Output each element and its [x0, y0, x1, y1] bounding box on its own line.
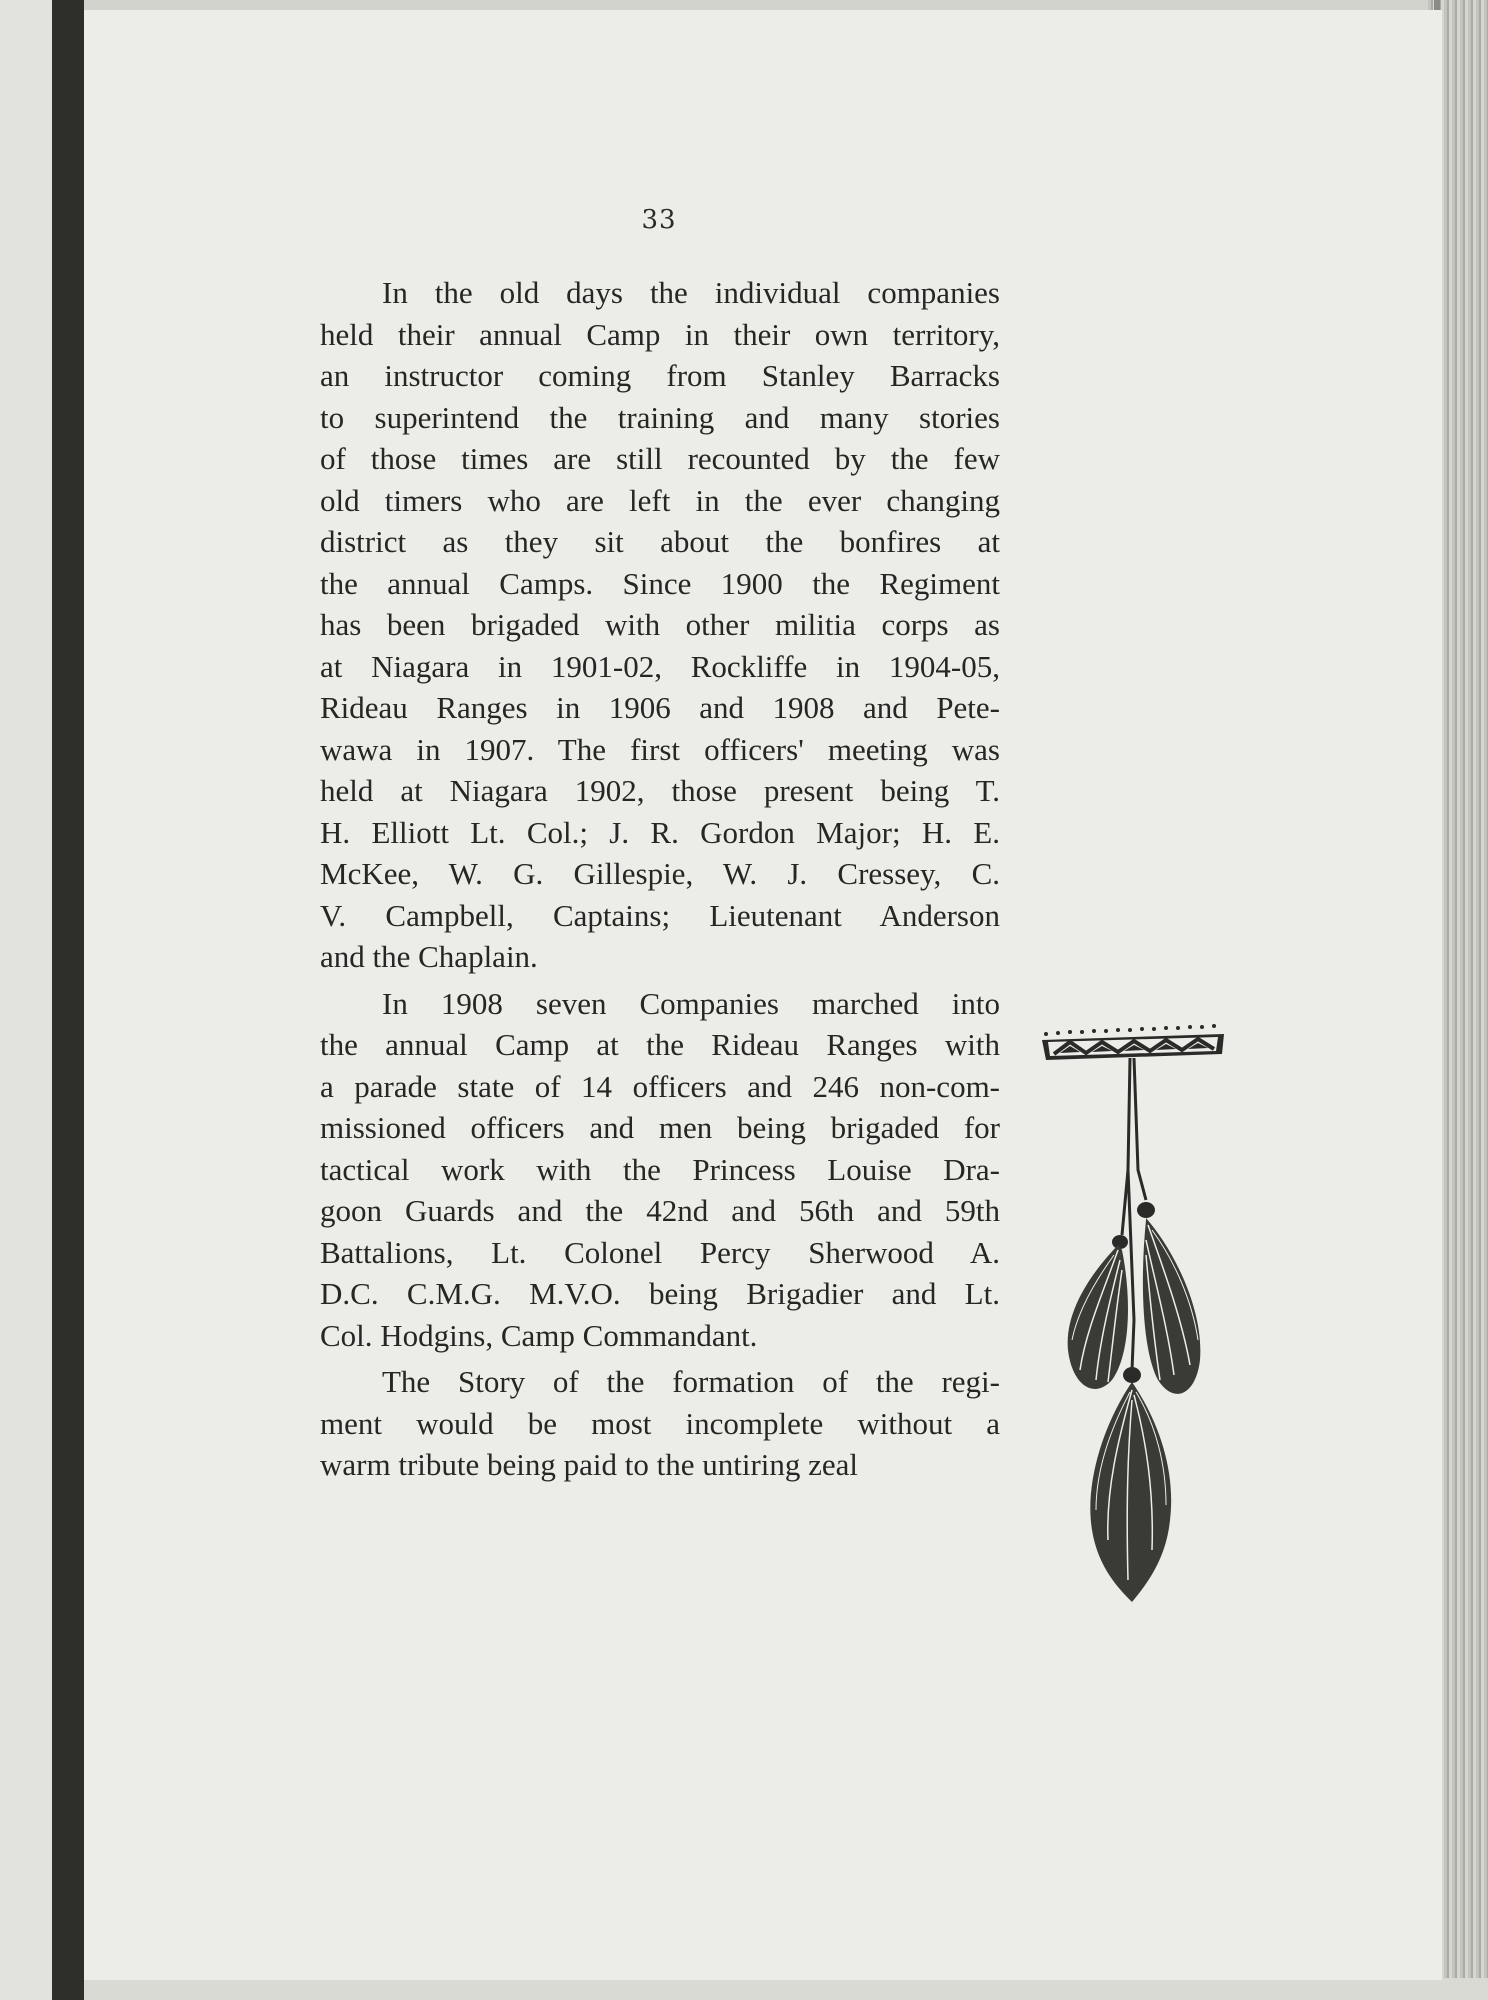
- text-line: a parade state of 14 officers and 246 non-com-: [320, 1068, 1000, 1104]
- text-line: old timers who are left in the ever changing: [320, 482, 1000, 518]
- text-line: of those times are still recounted by the few: [320, 441, 1000, 476]
- right-feather: [1143, 1218, 1200, 1394]
- text-line: has been brigaded with other militia corps as: [320, 607, 1000, 642]
- text-line: the annual Camps. Since 1900 the Regiment: [320, 565, 1000, 601]
- text-line: goon Guards and the 42nd and 56th and 59th: [320, 1193, 1000, 1228]
- text-line: warm tribute being paid to the untiring zeal: [320, 1447, 859, 1482]
- left-page-edge: [0, 0, 52, 2000]
- book-page: [84, 10, 1442, 1980]
- bottom-feather: [1090, 1382, 1171, 1602]
- text-line: D.C. C.M.G. M.V.O. being Brigadier and Lt.: [320, 1276, 1000, 1311]
- text-line: ment would be most incomplete without a: [320, 1405, 1000, 1441]
- text-line: district as they sit about the bonfires at: [320, 524, 1000, 559]
- text-line: held their annual Camp in their own territory,: [320, 316, 1000, 352]
- feather-pendant-icon: [1034, 1020, 1234, 1605]
- beaded-bar: [1042, 1024, 1224, 1060]
- bottom-page-edge: [84, 1978, 1488, 2000]
- text-line: wawa in 1907. The first officers' meeting was: [320, 731, 1000, 767]
- text-line: In the old days the individual companies: [382, 275, 1000, 310]
- text-line: held at Niagara 1902, those present being T.: [320, 773, 1000, 808]
- text-line: Battalions, Lt. Colonel Percy Sherwood A.: [320, 1234, 1000, 1270]
- text-line: Col. Hodgins, Camp Commandant.: [320, 1317, 758, 1353]
- left-feather: [1068, 1245, 1128, 1389]
- text-line: Rideau Ranges in 1906 and 1908 and Pete-: [320, 690, 1000, 725]
- page-number: 33: [641, 205, 677, 235]
- text-line: missioned officers and men being brigaded for: [320, 1110, 1000, 1145]
- text-line: The Story of the formation of the regi-: [382, 1364, 1000, 1399]
- body-text: [320, 272, 1000, 1486]
- text-line: an instructor coming from Stanley Barracks: [320, 358, 1000, 393]
- text-line: V. Campbell, Captains; Lieutenant Anderson: [320, 897, 1000, 933]
- text-line: at Niagara in 1901-02, Rockliffe in 1904-05,: [320, 648, 1000, 684]
- book-binding: [52, 0, 84, 2000]
- text-line: the annual Camp at the Rideau Ranges with: [320, 1027, 1000, 1062]
- text-line: to superintend the training and many stories: [320, 399, 1000, 435]
- text-line: McKee, W. G. Gillespie, W. J. Cressey, C.: [320, 856, 1000, 891]
- text-line: H. Elliott Lt. Col.; J. R. Gordon Major; H. E.: [320, 814, 1000, 850]
- text-line: In 1908 seven Companies marched into: [382, 985, 1000, 1021]
- text-line: and the Chaplain.: [320, 939, 538, 974]
- text-line: tactical work with the Princess Louise Dra-: [320, 1151, 1000, 1187]
